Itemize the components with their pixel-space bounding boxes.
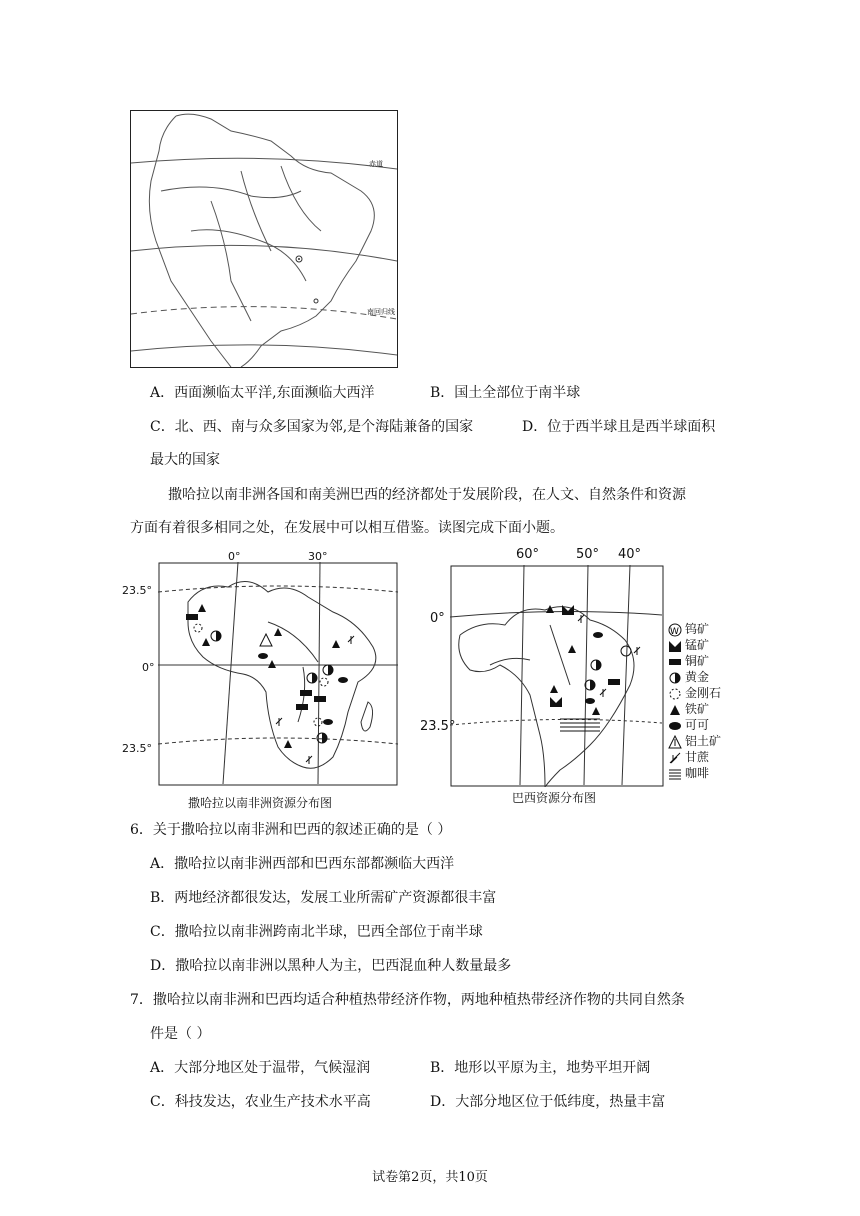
legend-label: 铁矿 [685,702,710,716]
iron-icon [668,703,682,717]
diamond-icon [668,687,682,701]
q7-option-c: C．科技发达，农业生产技术水平高 [150,1094,371,1110]
africa-map-caption: 撒哈拉以南非洲资源分布图 [188,796,333,810]
south-america-map-drawing [131,111,397,367]
brazil-lon-label-40: 40° [618,547,642,562]
q5-option-a: A．西面濒临太平洋,东面濒临大西洋 [150,385,375,401]
legend-sugarcane [668,750,709,765]
brazil-map-caption: 巴西资源分布图 [512,791,597,805]
legend-label: 可可 [685,718,710,732]
brazil-lon-label-50: 50° [576,547,600,562]
legend-label: 黄金 [685,670,710,684]
q7-option-a: A．大部分地区处于温带，气候湿润 [150,1060,371,1076]
intro-line-2: 方面有着很多相同之处，在发展中可以相互借鉴。读图完成下面小题。 [130,520,564,536]
q6-option-c: C．撒哈拉以南非洲跨南北半球，巴西全部位于南半球 [150,924,483,940]
q7-option-d: D．大部分地区位于低纬度，热量丰富 [430,1094,666,1110]
page-footer: 试卷第2页，共10页 [372,1170,488,1185]
legend-bauxite [668,734,721,749]
copper-icon [668,655,682,669]
legend-tungsten [668,622,709,637]
q5-option-d: D．位于西半球且是西半球面积 [522,419,716,435]
tropic-label: 南回归线 [367,308,395,316]
legend-iron [668,702,709,717]
tungsten-icon [668,623,682,637]
legend-label: 甘蔗 [685,750,710,764]
africa-map-drawing [158,562,400,788]
legend-label: 钨矿 [685,622,710,636]
brazil-lat-label-equator: 0° [430,611,445,626]
gold-icon [668,671,682,685]
q6-stem: 6．关于撒哈拉以南非洲和巴西的叙述正确的是（ ） [130,822,452,838]
africa-lat-label-south: 23.5° [122,742,152,755]
legend-diamond [668,686,721,701]
brazil-map-drawing [450,565,664,787]
q7-stem-line1: 7．撒哈拉以南非洲和巴西均适合种植热带经济作物，两地种植热带经济作物的共同自然条 [130,992,685,1008]
q6-option-b: B．两地经济都很发达，发展工业所需矿产资源都很丰富 [150,890,497,906]
q7-stem-line2: 件是（ ） [150,1026,211,1042]
legend-label: 咖啡 [685,766,710,780]
cocoa-icon [668,719,682,733]
svg-text:W: W [670,626,679,637]
brazil-lat-label-tropic: 23.5° [420,719,456,734]
legend-label: 铝土矿 [685,734,722,748]
legend-label: 金刚石 [685,686,722,700]
q5-option-c: C．北、西、南与众多国家为邻,是个海陆兼备的国家 [150,419,474,435]
q5-option-d-cont: 最大的国家 [150,452,220,468]
africa-lon-label-0: 0° [228,550,241,563]
africa-lon-label-30: 30° [308,550,328,563]
brazil-lon-label-60: 60° [516,547,540,562]
legend-gold [668,670,709,685]
africa-lat-label-equator: 0° [142,661,155,674]
manganese-icon [668,639,682,653]
coffee-icon [668,767,682,781]
q5-option-b: B．国土全部位于南半球 [430,385,581,401]
legend-copper [668,654,709,669]
legend-label: 锰矿 [685,638,710,652]
q6-option-d: D．撒哈拉以南非洲以黑种人为主，巴西混血种人数量最多 [150,958,512,974]
africa-resource-map [120,548,400,813]
q6-option-a: A．撒哈拉以南非洲西部和巴西东部都濒临大西洋 [150,856,455,872]
legend-coffee [668,766,709,781]
bauxite-icon [668,735,682,749]
south-america-map [130,110,398,368]
q7-option-b: B．地形以平原为主，地势平坦开阔 [430,1060,651,1076]
legend-cocoa [668,718,709,733]
africa-lat-label-north: 23.5° [122,584,152,597]
legend-label: 铜矿 [685,654,710,668]
sugarcane-icon [668,751,682,765]
legend-manganese [668,638,709,653]
equator-label: 赤道 [369,160,383,168]
intro-line-1: 撒哈拉以南非洲各国和南美洲巴西的经济都处于发展阶段，在人文、自然条件和资源 [168,487,686,503]
